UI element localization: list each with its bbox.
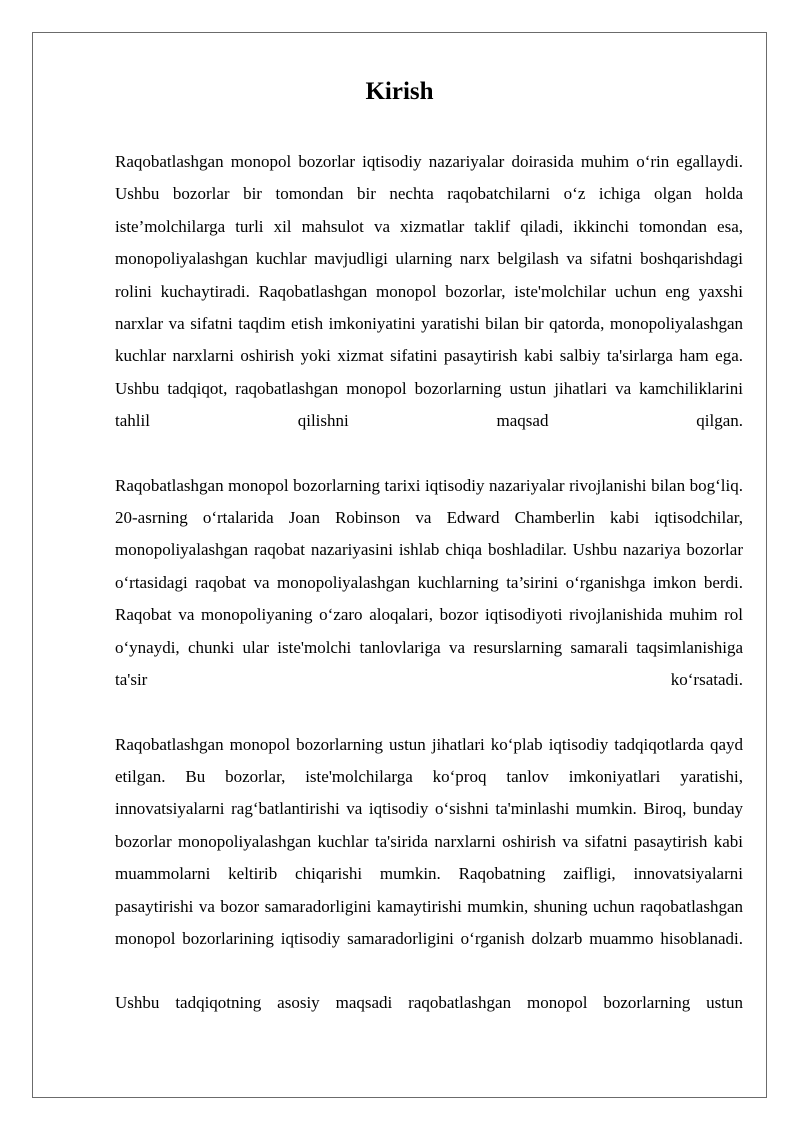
paragraph-3: Raqobatlashgan monopol bozorlarning ustun jihatlari ko‘plab iqtisodiy tadqiqotlarda qayd etilgan. Bu bozorlar, iste'molchilarga ko‘proq tanlov imkoniyatlari yaratishi, innovatsiyalarni rag‘batlantirishi va iqtisodiy o‘sishni ta'minlashi mumkin. Biroq, bunday bozorlar monopoliyalashgan kuchlar ta'sirida narxlarni oshirish va sifatni pasaytirish kabi muammolarni keltirib chiqarishi mumkin. Raqobatning zaifligi, innovatsiyalarni pasaytirishi va bozor samaradorligini kamaytirishi mumkin, shuning uchun raqobatlashgan monopol bozorlarining iqtisodiy samaradorligini o‘rganish dolzarb muammo hisoblanadi. [115, 734, 743, 948]
paragraph-1: Raqobatlashgan monopol bozorlar iqtisodiy nazariyalar doirasida muhim o‘rin egallaydi. Ushbu bozorlar bir tomondan bir nechta raqobatchilarni o‘z ichiga olgan holda iste’molchilarga turli xil mahsulot va xizmatlar taklif qiladi, ikkinchi tomondan esa, monopoliyalashgan kuchlar mavjudligi ularning narx belgilash va sifatni boshqarishdagi rolini kuchaytiradi. Raqobatlashgan monopol bozorlar, iste'molchilar uchun eng yaxshi narxlar va sifatni taqdim etish imkoniyatini yaratishi bilan bir qatorda, monopoliyalashgan kuchlar narxlarni oshirish yoki xizmat sifatini pasaytirish kabi salbiy ta'sirlarga ham ega. Ushbu tadqiqot, raqobatlashgan monopol bozorlarning ustun jihatlari va kamchiliklarini tahlil qilishni maqsad qilgan. [115, 152, 743, 431]
document-title: Kirish [365, 78, 434, 105]
document-body [115, 146, 743, 1052]
paragraph-4: Ushbu tadqiqotning asosiy maqsadi raqobatlashgan monopol bozorlarning ustun [115, 993, 743, 1013]
document-page [32, 32, 767, 1098]
paragraph-2: Raqobatlashgan monopol bozorlarning tarixi iqtisodiy nazariyalar rivojlanishi bilan bog‘liq. 20-asrning o‘rtalarida Joan Robinson va Edward Chamberlin kabi iqtisodchilar, monopoliyalashgan raqobat nazariyasini ishlab chiqa boshladilar. Ushbu nazariya bozorlar o‘rtasidagi raqobat va monopoliyalashgan kuchlarning ta’sirini o‘rganishga imkon berdi. Raqobat va monopoliyaning o‘zaro aloqalari, bozor iqtisodiyoti rivojlanishida muhim rol o‘ynaydi, chunki ular iste'molchi tanlovlariga va resurslarning samarali taqsimlanishiga ta'sir ko‘rsatadi. [115, 475, 743, 690]
